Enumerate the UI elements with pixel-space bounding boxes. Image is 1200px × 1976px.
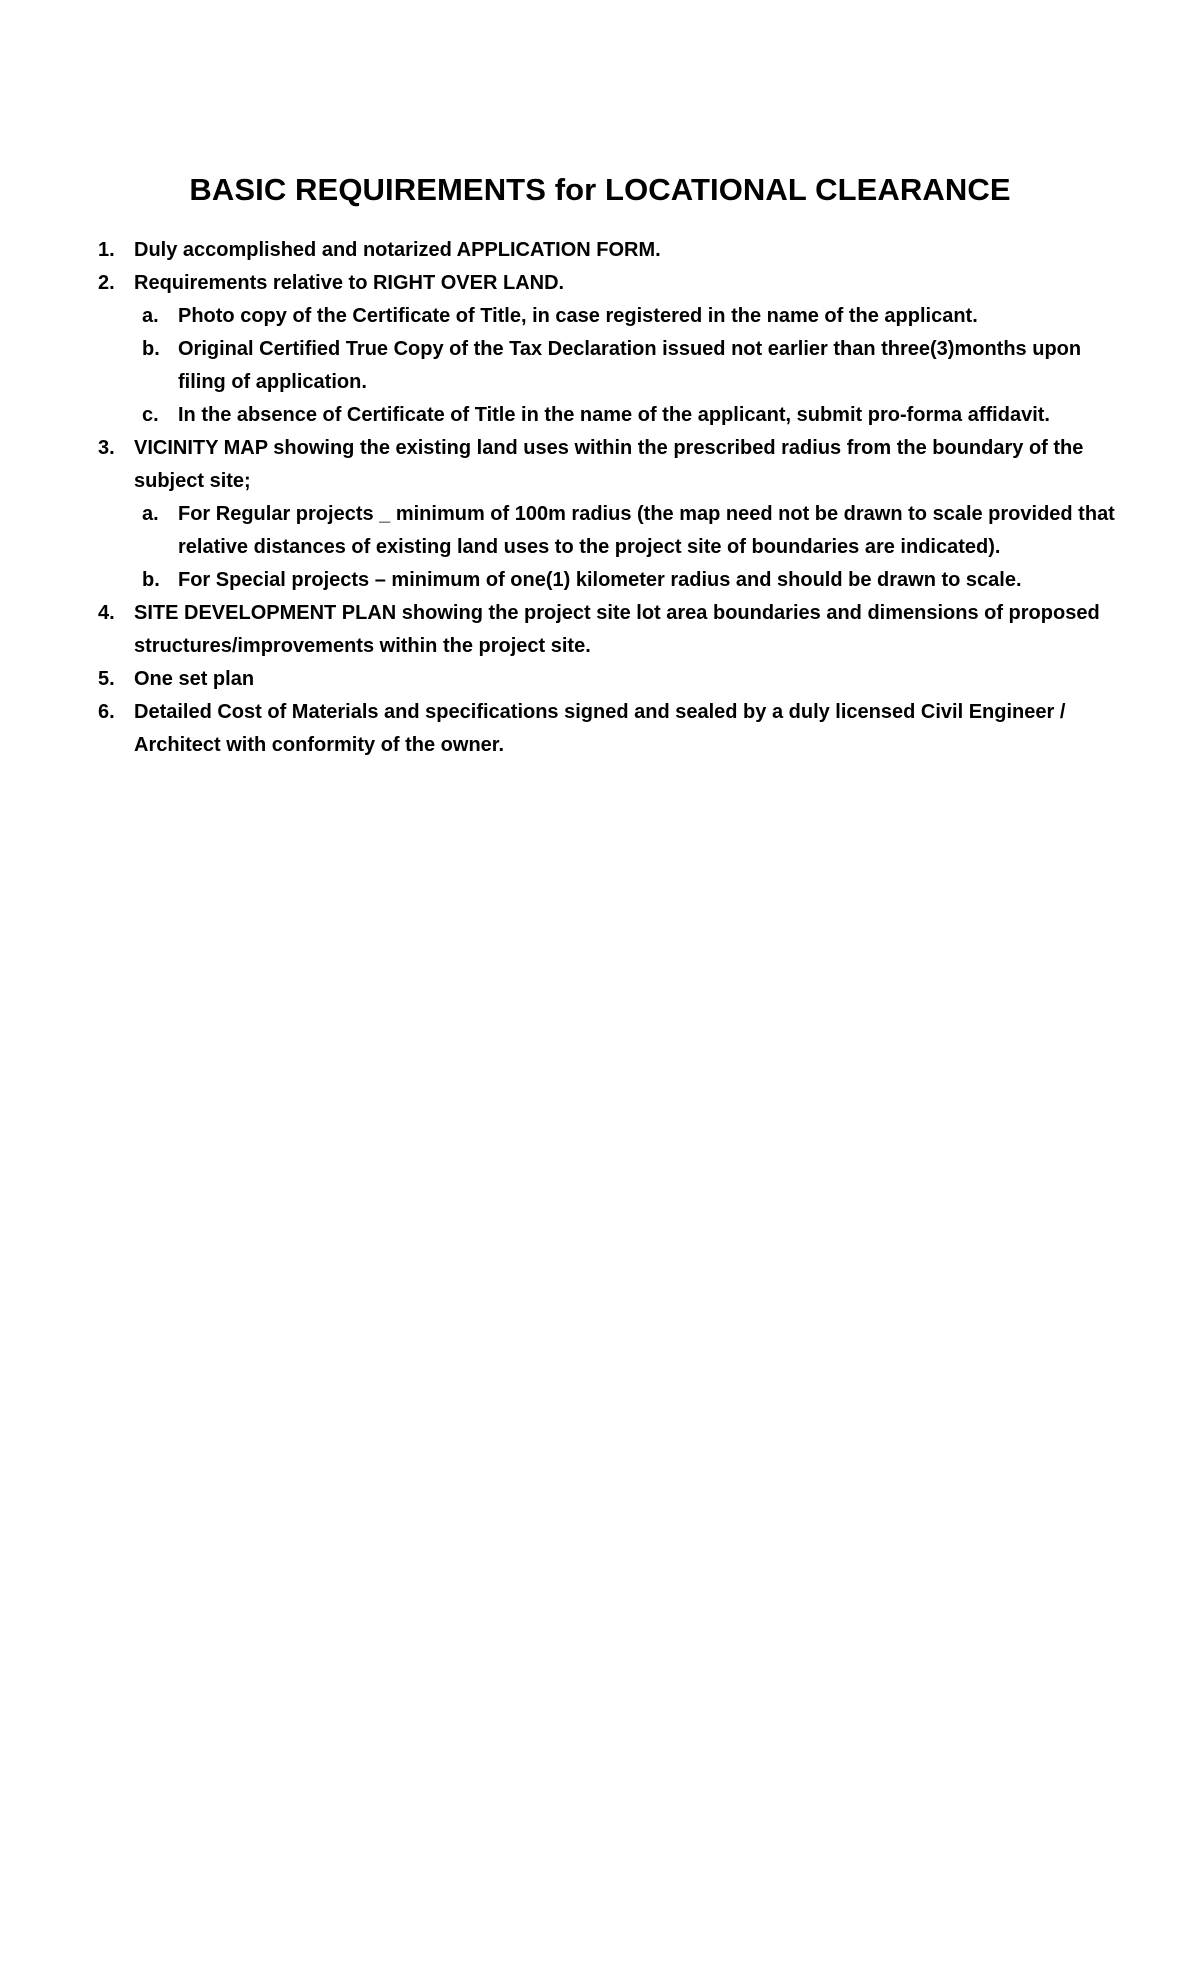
item-text: VICINITY MAP showing the existing land uses within the prescribed radius from the boundary of the subject site;	[134, 437, 1084, 492]
sub-item-text: Original Certified True Copy of the Tax Declaration issued not earlier than three(3)months upon filing of application.	[178, 338, 1082, 393]
requirement-item-2	[98, 267, 1128, 432]
sub-requirements-list	[134, 300, 1128, 432]
item-number: 3.	[98, 437, 115, 459]
requirement-item-6	[98, 696, 1128, 762]
sub-item-2b	[134, 333, 1128, 399]
sub-item-2a	[134, 300, 1128, 333]
item-number: 2.	[98, 272, 115, 294]
item-text: Requirements relative to RIGHT OVER LAND.	[134, 272, 565, 294]
item-number: 1.	[98, 239, 115, 261]
sub-item-letter: a.	[142, 305, 159, 327]
sub-item-text: For Regular projects _ minimum of 100m radius (the map need not be drawn to scale provided that relative distances of existing land uses to the project site of boundaries are indicated).	[178, 503, 1115, 558]
item-number: 5.	[98, 668, 115, 690]
page-title: BASIC REQUIREMENTS for LOCATIONAL CLEARANCE	[189, 172, 1011, 207]
requirements-list	[98, 234, 1128, 762]
sub-item-letter: a.	[142, 503, 159, 525]
sub-item-letter: c.	[142, 404, 159, 426]
sub-item-letter: b.	[142, 569, 160, 591]
item-text: Detailed Cost of Materials and specifications signed and sealed by a duly licensed Civil Engineer / Architect with conformity of the owner.	[134, 701, 1066, 756]
sub-item-2c	[134, 399, 1128, 432]
requirement-item-4	[98, 597, 1128, 663]
sub-item-3b	[134, 564, 1128, 597]
sub-requirements-list	[134, 498, 1128, 597]
sub-item-text: For Special projects – minimum of one(1) kilometer radius and should be drawn to scale.	[178, 569, 1022, 591]
requirement-item-3	[98, 432, 1128, 597]
requirement-item-5	[98, 663, 1128, 696]
sub-item-3a	[134, 498, 1128, 564]
sub-item-letter: b.	[142, 338, 160, 360]
sub-item-text: In the absence of Certificate of Title in the name of the applicant, submit pro-forma affidavit.	[178, 404, 1050, 426]
item-text: Duly accomplished and notarized APPLICATION FORM.	[134, 239, 661, 261]
sub-item-text: Photo copy of the Certificate of Title, in case registered in the name of the applicant.	[178, 305, 978, 327]
item-number: 4.	[98, 602, 115, 624]
requirement-item-1	[98, 234, 1128, 267]
item-number: 6.	[98, 701, 115, 723]
item-text: SITE DEVELOPMENT PLAN showing the project site lot area boundaries and dimensions of proposed structures/improvements within the project site.	[134, 602, 1100, 657]
item-text: One set plan	[134, 668, 255, 690]
